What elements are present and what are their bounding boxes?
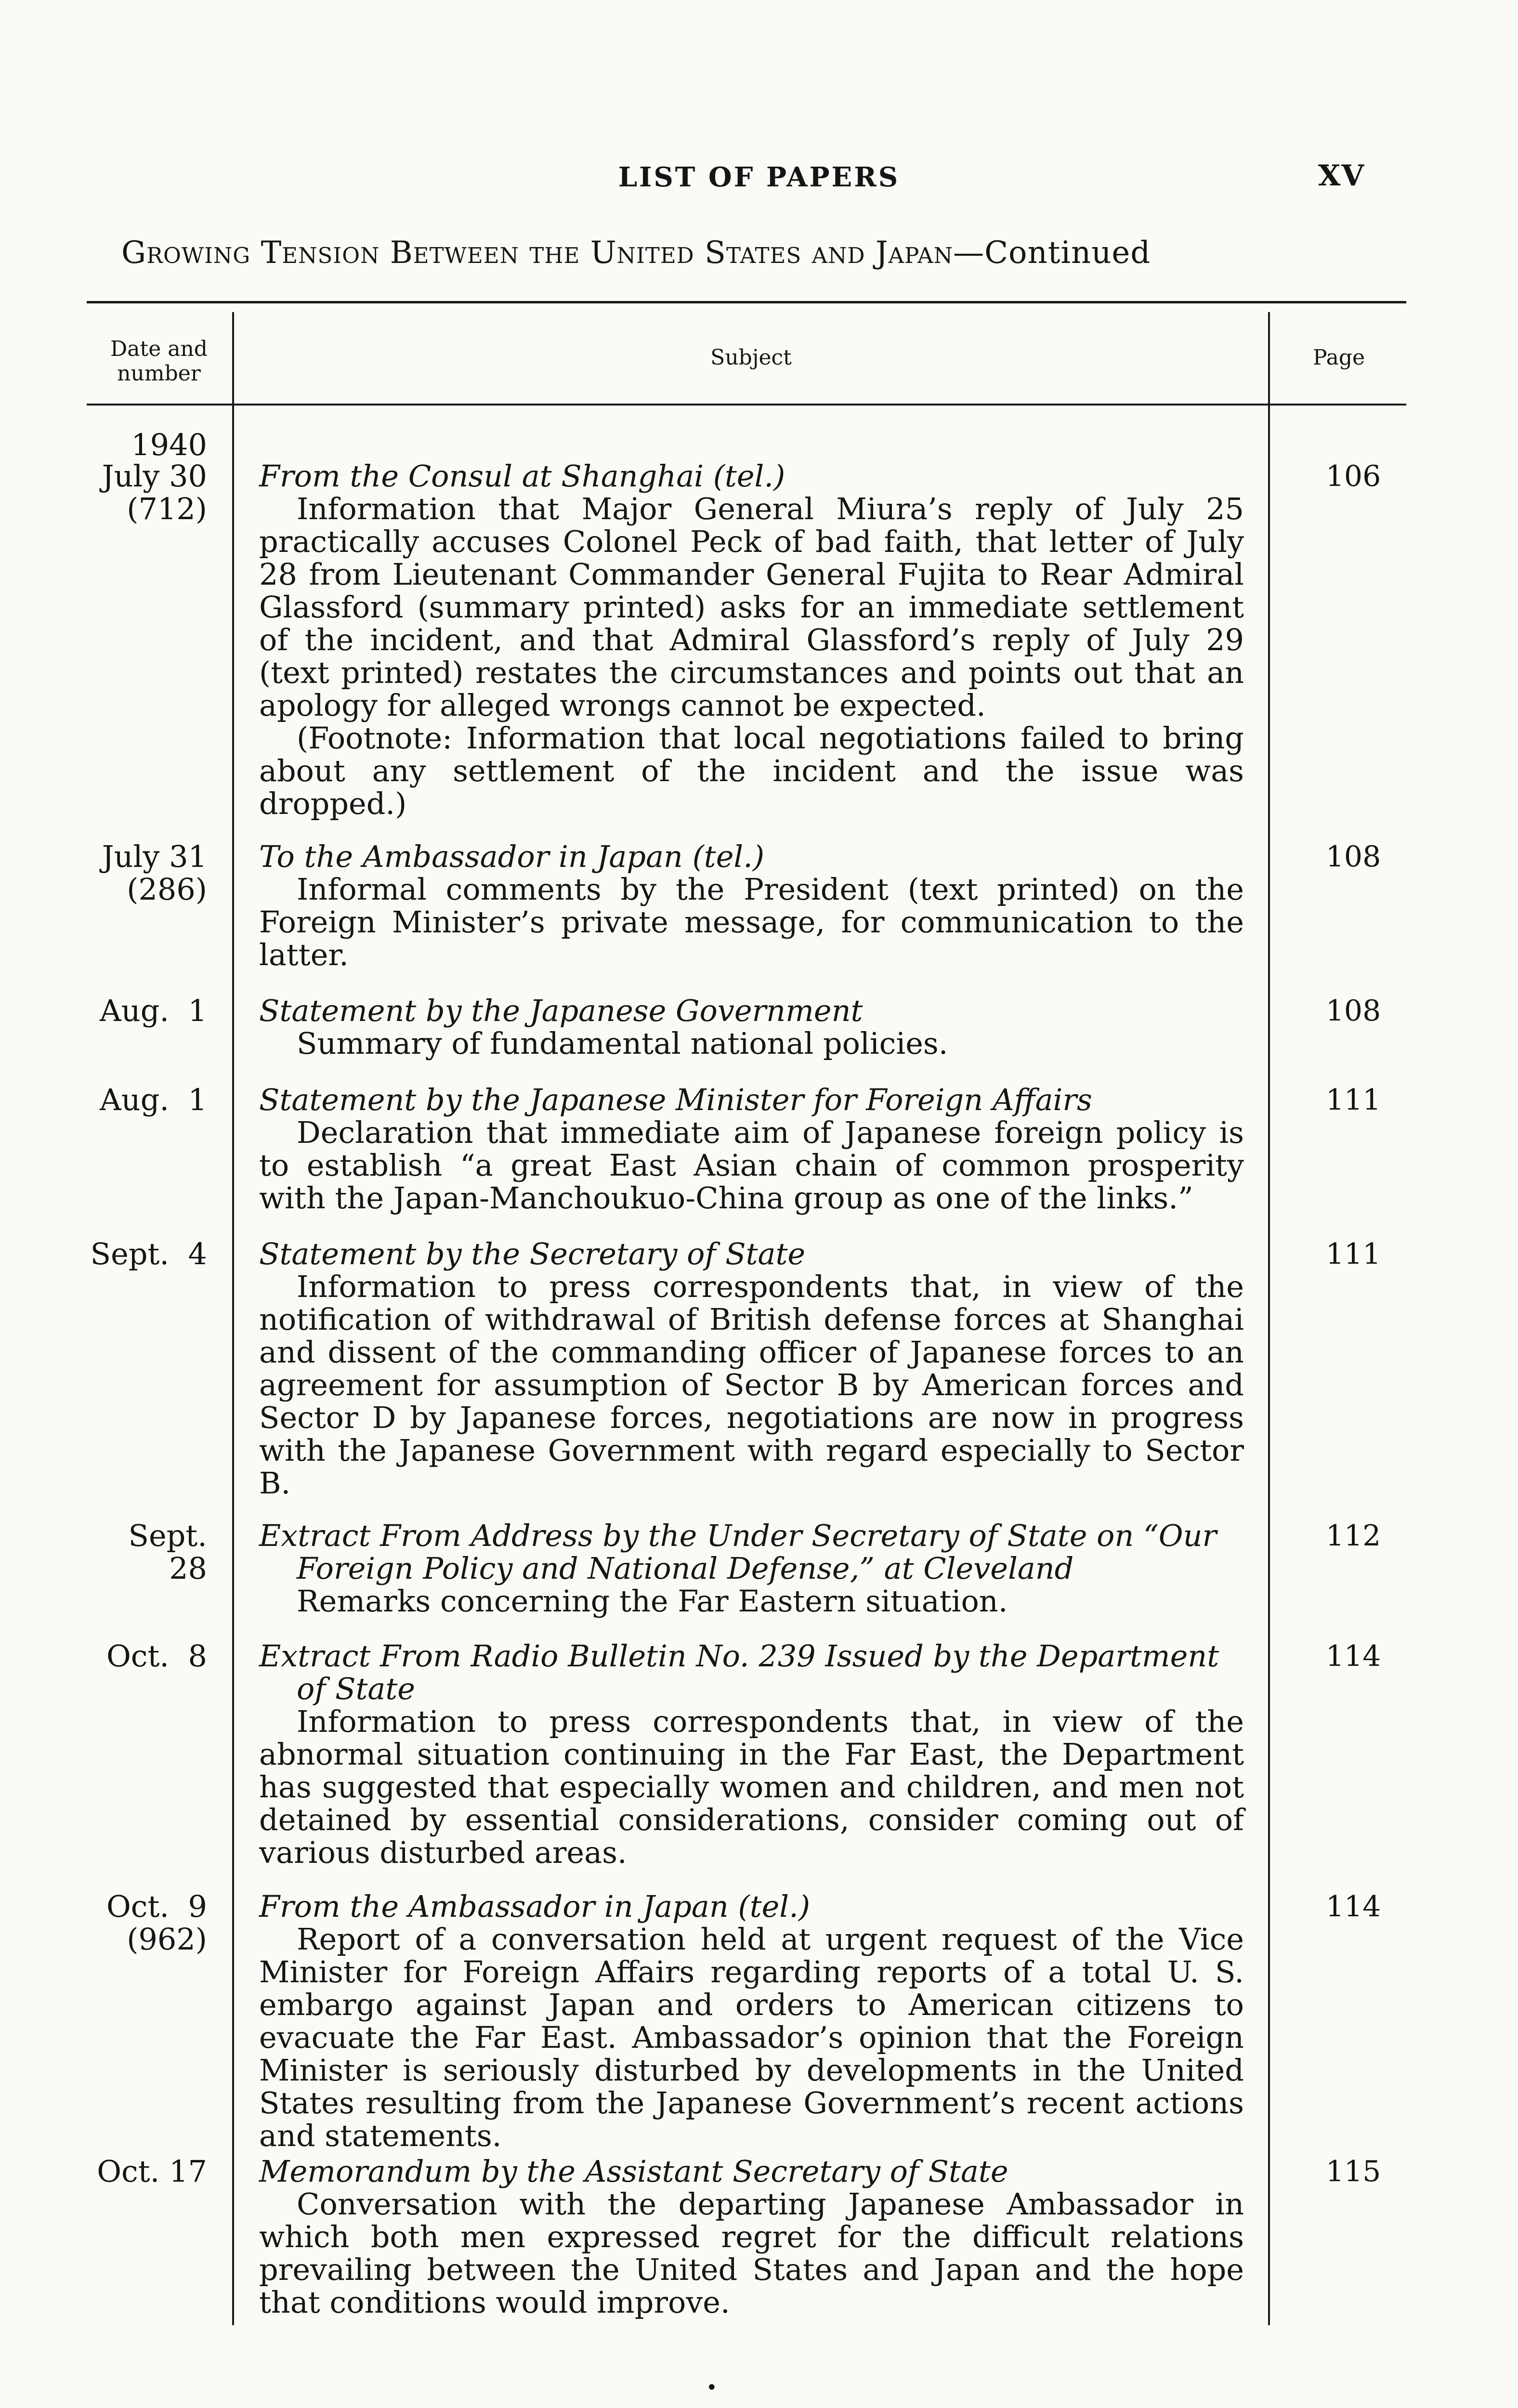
column-header-page: Page: [1312, 345, 1365, 370]
entry-date: Aug. 1: [100, 993, 207, 1028]
entry-date: Sept. 28: [128, 1518, 207, 1586]
column-divider-right: [1268, 312, 1270, 2325]
page-number: XV: [1318, 159, 1365, 193]
entry-page: 108: [1325, 840, 1381, 874]
entry-subject: [259, 1238, 1244, 1500]
footer-mark: •: [706, 2377, 718, 2399]
entry-date: July 30: [102, 458, 207, 494]
entry-summary: Information to press correspondents that, in view of the abnormal situation continuing in the Far East, the Department has suggested that especially women and children, and men not detained by essential considerations, consider coming out of various disturbed areas.: [259, 1704, 1244, 1870]
table-top-rule: [87, 301, 1406, 303]
entry-subject: [259, 1640, 1244, 1869]
entry-subject: [259, 1084, 1244, 1215]
entry-summary: Remarks concerning the Far Eastern situation.: [297, 1584, 1008, 1619]
entry-summary: Declaration that immediate aim of Japanese foreign policy is to establish “a great East Asian chain of common prosperity with the Japan-Manchoukuo-China group as one of the links.”: [259, 1115, 1244, 1216]
section-title-text: Growing Tension Between the United States and Japan: [121, 235, 954, 271]
entry-date: Oct. 8: [106, 1638, 207, 1674]
entry-date: Oct. 9: [106, 1889, 207, 1924]
entry-subject: [259, 460, 1244, 820]
entry-summary: Report of a conversation held at urgent request of the Vice Minister for Foreign Affairs regarding reports of a total U. S. embargo against Japan and orders to American citizens to evacuate the Far East. Ambassador’s opinion that the Foreign Minister is seriously disturbed by developments in the United States resulting from the Japanese Government’s recent actions and statements.: [259, 1922, 1244, 2153]
entry-footnote: (Footnote: Information that local negotiations failed to bring about any settlement of the incident and the issue was dropped.): [259, 720, 1244, 821]
entry-page: 111: [1325, 1237, 1381, 1271]
entry-page: 111: [1325, 1083, 1381, 1117]
entry-title: From the Ambassador in Japan (tel.): [259, 1889, 811, 1924]
entry-date: Oct. 17: [97, 2154, 207, 2189]
column-divider-left: [232, 312, 234, 2325]
entry-page: 114: [1325, 1890, 1381, 1924]
entry-title: Statement by the Japanese Minister for Foreign Affairs: [259, 1082, 1092, 1117]
entry-number: (712): [127, 491, 207, 526]
entry-subject: [259, 1519, 1244, 1618]
entry-subject: [259, 2155, 1244, 2319]
year-label: 1940: [131, 427, 207, 462]
section-title-suffix: —Continued: [953, 235, 1151, 271]
entry-title: Extract From Address by the Under Secretary of State on “Our Foreign Policy and National Defense,” at Cleveland: [259, 1518, 1217, 1586]
column-header-subject: Subject: [710, 345, 792, 370]
section-title: [121, 235, 1151, 271]
entry-title: Memorandum by the Assistant Secretary of State: [259, 2154, 1008, 2189]
running-header-title: LIST OF PAPERS: [618, 161, 900, 193]
entry-date: Aug. 1: [100, 1082, 207, 1117]
entry-subject: [259, 840, 1244, 971]
entry-page: 112: [1325, 1519, 1381, 1553]
entry-title: From the Consul at Shanghai (tel.): [259, 458, 785, 494]
table-header-rule: [87, 404, 1406, 406]
entry-summary: Conversation with the departing Japanese Ambassador in which both men expressed regret for the difficult relations prevailing between the United States and Japan and the hope that conditions would improve.: [259, 2186, 1244, 2320]
entry-subject: [259, 1890, 1244, 2152]
entry-title: Statement by the Secretary of State: [259, 1236, 806, 1271]
entry-page: 108: [1325, 994, 1381, 1028]
entry-page: 115: [1325, 2155, 1381, 2188]
entry-date: July 31: [102, 839, 207, 874]
entry-page: 114: [1325, 1639, 1381, 1673]
entry-number: (962): [127, 1922, 207, 1957]
column-header-date: Date and number: [110, 337, 208, 386]
entry-subject: [259, 995, 1244, 1060]
entry-page: 106: [1325, 459, 1381, 493]
entry-number: (286): [127, 872, 207, 907]
entry-title: Extract From Radio Bulletin No. 239 Issued by the Department of State: [259, 1638, 1219, 1706]
entry-summary: Information that Major General Miura’s reply of July 25 practically accuses Colonel Peck of bad faith, that letter of July 28 from Lieutenant Commander General Fujita to Rear Admiral Glassford (summary printed) asks for an immediate settlement of the incident, and that Admiral Glassford’s reply of July 29 (text printed) restates the circumstances and points out that an apology for alleged wrongs cannot be expected.: [259, 491, 1244, 723]
entry-summary: Summary of fundamental national policies.: [297, 1026, 948, 1061]
entry-date: Sept. 4: [90, 1236, 207, 1271]
entry-title: Statement by the Japanese Government: [259, 993, 863, 1028]
entry-summary: Information to press correspondents that, in view of the notification of withdrawal of British defense forces at Shanghai and dissent of the commanding officer of Japanese forces to an agreement for assumption of Sector B by American forces and Sector D by Japanese forces, negotiations are now in progress with the Japanese Government with regard especially to Sector B.: [259, 1269, 1244, 1501]
entry-title: To the Ambassador in Japan (tel.): [259, 839, 765, 874]
entry-summary: Informal comments by the President (text printed) on the Foreign Minister’s private message, for communication to the latter.: [259, 872, 1244, 972]
